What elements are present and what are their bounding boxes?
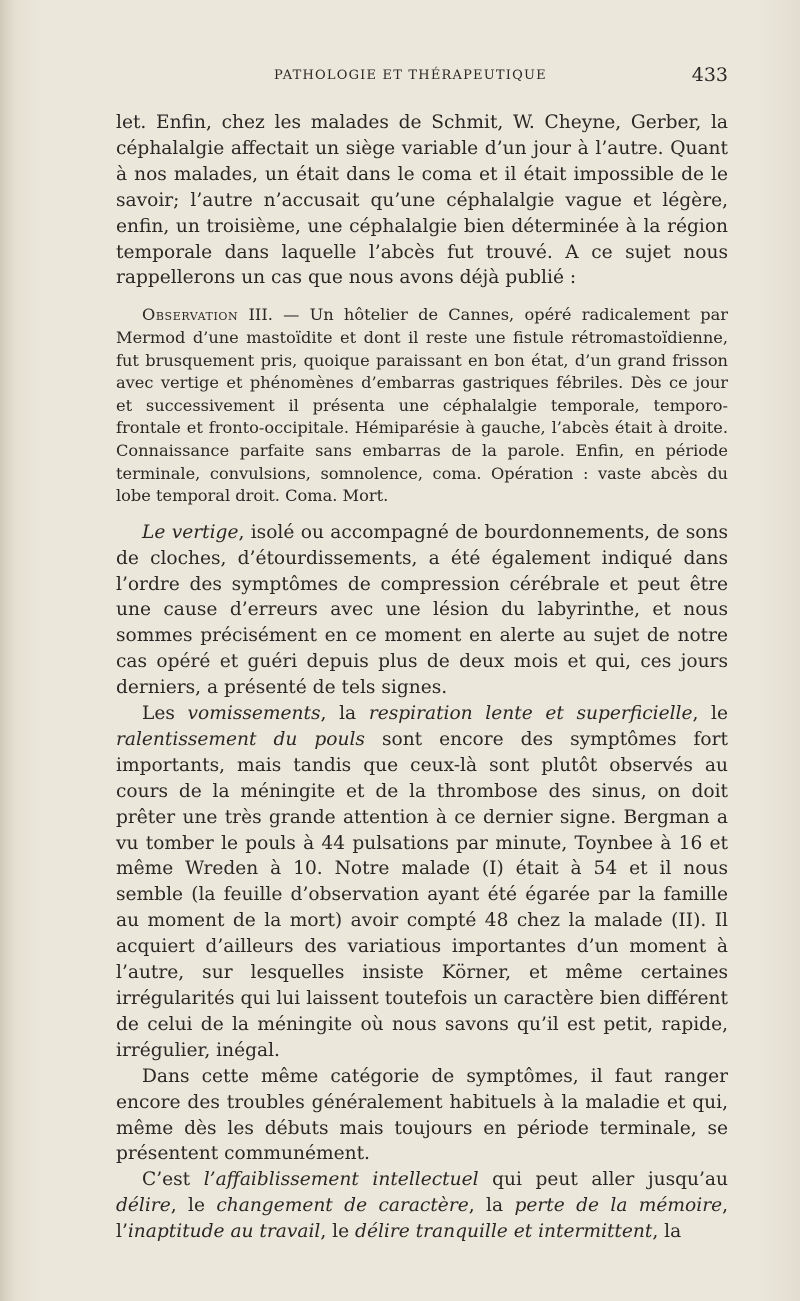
term-affaiblissement: l’affaiblissement intellectuel bbox=[203, 1169, 479, 1191]
running-title: PATHOLOGIE ET THÉRAPEUTIQUE bbox=[274, 68, 547, 83]
paragraph-vertige: Le vertige, isolé ou accompagné de bourdonnements, de sons de cloches, d’étourdissements, a été également indiqué dans l’ordre des symptômes de compression cérébrale et peut être une cause d’erreurs avec une lésion du labyrinthe, et nous sommes précisément en ce moment en alerte au sujet de notre cas opéré et guéri depuis plus de deux mois et qui, ces jours derniers, a présenté de tels signes. bbox=[116, 521, 728, 699]
observation-text: III. — Un hôtelier de Cannes, opéré radicalement par Mermod d’une mastoïdite et dont il reste une fistule rétromastoïdienne, fut brusquement pris, quoique paraissant en bon état, d’un grand frisson avec vertige et phénomènes d’embarras gastriques fébriles. Dès ce jour et successivement il présenta une céphalalgie temporale, temporo-frontale et fronto-occipitale. Hémiparésie à gauche, l’abcès était à droite. Connaissance parfaite sans embarras de la parole. Enfin, en période terminale, convulsions, somnolence, coma. Opération : vaste abcès du lobe temporal droit. Coma. Mort. bbox=[116, 305, 728, 506]
term-delire: délire bbox=[116, 1195, 171, 1217]
page-number: 433 bbox=[691, 64, 728, 86]
page-header bbox=[116, 64, 728, 90]
term-ralentissement: ralentissement du pouls bbox=[116, 728, 365, 750]
term-inaptitude: inaptitude au travail bbox=[127, 1221, 321, 1243]
term-changement: changement de caractère bbox=[216, 1195, 469, 1217]
term-vomissements: vomissements bbox=[187, 703, 321, 725]
term-perte-memoire: perte de la mémoire bbox=[514, 1195, 723, 1217]
term-respiration: respiration lente et superficielle bbox=[368, 703, 693, 725]
vertige-term: Le vertige bbox=[142, 521, 239, 543]
paragraph-affaiblissement: C’est l’affaiblissement intellectuel qui peut aller jusqu’au délire, le changement de caractère, la perte de la mémoire, l’inaptitude au travail, le délire tranquille et intermittent, la bbox=[116, 1169, 729, 1243]
paragraph-vomissements: Les vomissements, la respiration lente et superficielle, le ralentissement du pouls sont encore des symptômes fort importants, mais tandis que ceux-là sont plutôt observés au cours de la méningite et de la thrombose des sinus, on doit prêter une très grande attention à ce dernier signe. Bergman a vu tomber le pouls à 44 pulsations par minute, Toynbee à 16 et même Wreden à 10. Notre malade (I) était à 54 et il nous semble (la feuille d’observation ayant été égarée par la famille au moment de la mort) avoir compté 48 chez la malade (II). Il acquiert d’ailleurs des variatious importantes d’un moment à l’autre, sur lesquelles insiste Körner, et même certaines irrégularités qui lui laissent toutefois un caractère bien différent de celui de la méningite où nous savons qu’il est petit, rapide, irrégulier, inégal. bbox=[116, 703, 728, 1061]
observation-label: Observation bbox=[142, 305, 239, 325]
body-text bbox=[116, 110, 728, 1245]
term-delire-tranquille: délire tranquille et intermittent bbox=[355, 1221, 653, 1243]
paragraph-categorie: Dans cette même catégorie de symptômes, il faut ranger encore des troubles généralement habituels à la maladie et qui, même dès les débuts mais toujours en période terminale, se présentent communément. bbox=[116, 1065, 728, 1165]
paragraph-1: let. Enfin, chez les malades de Schmit, W. Cheyne, Gerber, la céphalalgie affectait un siège variable d’un jour à l’autre. Quant à nos malades, un était dans le coma et il était impossible de le savoir; l’autre n’accusait qu’une céphalalgie vague et légère, enfin, un troisième, une céphalalgie bien déterminée à la région temporale dans laquelle l’abcès fut trouvé. A ce sujet nous rappellerons un cas que nous avons déjà publié : bbox=[116, 112, 728, 289]
observation-paragraph bbox=[116, 304, 728, 507]
